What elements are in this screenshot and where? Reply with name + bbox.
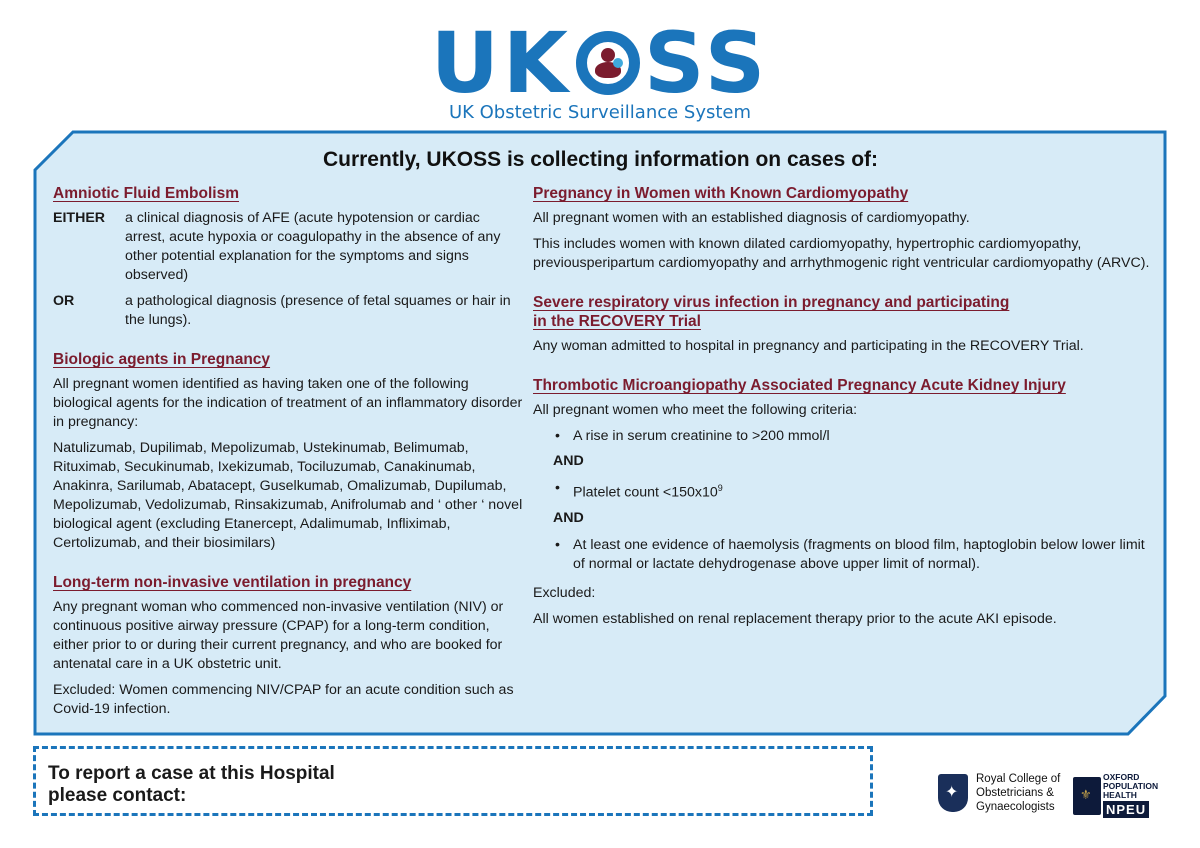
- contact-line1: To report a case at this Hospital: [48, 763, 335, 784]
- and-label: AND: [553, 453, 584, 469]
- rcog-logo: [938, 772, 1060, 814]
- oxford-crest-icon: [1073, 777, 1101, 815]
- rcog-line1: Royal College of: [976, 773, 1061, 785]
- cardio-intro: All pregnant women with an established diagnosis of cardiomyopathy.: [533, 210, 970, 226]
- left-column: [53, 184, 523, 739]
- rcog-text: [976, 772, 1060, 814]
- npeu-top3: HEALTH: [1103, 790, 1137, 800]
- criterion-platelet: [555, 479, 1153, 503]
- tma-heading: Thrombotic Microangiopathy Associated Pregnancy Acute Kidney Injury: [533, 377, 1066, 394]
- recovery-heading-line1: Severe respiratory virus infection in pregnancy and participating: [533, 294, 1010, 311]
- recovery-heading: [533, 293, 1153, 331]
- contact-line2: please contact:: [48, 785, 187, 806]
- tma-excluded-label: Excluded:: [533, 584, 596, 601]
- afe-or-row: [53, 292, 523, 330]
- biologic-section: [53, 350, 523, 553]
- tma-intro: All pregnant women who meet the following criteria:: [533, 402, 858, 418]
- afe-heading: Amniotic Fluid Embolism: [53, 185, 240, 202]
- biologic-agents-list: Natulizumab, Dupilimab, Mepolizumab, Ustekinumab, Belimumab, Rituximab, Secukinumab, Ixekizumab, Tociluzumab, Canakinumab, Anakinra, Sarilumab, Abatacept, Guselkumab, Omalizumab, Dupilumab, Mepolizumab, Vedolizumab, Rinsakizumab, Anifrolumab and ‘ other ‘ novel biological agent (excluding Etanercept, Adalimumab, Infliximab, Certolizumab, and their biosimilars): [53, 440, 523, 551]
- platelet-text: Platelet count <150x10: [573, 484, 718, 501]
- and-label: AND: [553, 509, 584, 526]
- platelet-exponent: 9: [717, 483, 723, 493]
- criterion-haemolysis: • At least one evidence of haemolysis (fragments on blood film, haptoglobin below lower limit of normal or lactate dehydrogenase above upper limit of normal).: [555, 536, 1153, 574]
- cardio-heading: Pregnancy in Women with Known Cardiomyopathy: [533, 185, 909, 202]
- tma-section: [533, 376, 1153, 629]
- ukoss-logo: [0, 14, 1200, 123]
- mother-baby-icon: [576, 31, 640, 95]
- niv-excluded: Excluded: Women commencing NIV/CPAP for an acute condition such as Covid-19 infection.: [53, 682, 514, 717]
- tma-excluded-text: All women established on renal replacement therapy prior to the acute AKI episode.: [533, 610, 1057, 627]
- tma-criteria-1: [533, 427, 1153, 446]
- either-text: a clinical diagnosis of AFE (acute hypotension or cardiac arrest, acute hypoxia or coagulopathy in the absence of any other potential explanation for the symptoms and signs observed): [125, 210, 501, 283]
- niv-heading: Long-term non-invasive ventilation in pregnancy: [53, 574, 412, 591]
- logo-text-left: UK: [430, 14, 573, 112]
- npeu-logo: [1073, 773, 1163, 818]
- npeu-label: NPEU: [1103, 801, 1149, 818]
- niv-description: Any pregnant woman who commenced non-invasive ventilation (NIV) or continuous positive airway pressure (CPAP) for a long-term condition, either prior to or during their current pregnancy, and who are booked for antenatal care in a UK obstetric unit.: [53, 599, 504, 672]
- niv-section: [53, 573, 523, 719]
- recovery-description: Any woman admitted to hospital in pregnancy and participating in the RECOVERY Trial.: [533, 338, 1084, 354]
- cardio-includes: This includes women with known dilated cardiomyopathy, hypertrophic cardiomyopathy, previousperipartum cardiomyopathy and arrhythmogenic right ventricular cardiomyopathy (ARVC).: [533, 236, 1150, 271]
- recovery-section: [533, 293, 1153, 356]
- criterion-creatinine: • A rise in serum creatinine to >200 mmol/l: [555, 427, 1153, 446]
- contact-box: [33, 746, 873, 816]
- recovery-heading-line2: in the RECOVERY Trial: [533, 313, 701, 330]
- biologic-heading: Biologic agents in Pregnancy: [53, 351, 271, 368]
- case-info-panel: [33, 130, 1168, 736]
- contact-text: [48, 763, 388, 807]
- rcog-shield-icon: [938, 774, 968, 812]
- npeu-top2: POPULATION: [1103, 781, 1159, 791]
- logo-wordmark: [430, 14, 770, 112]
- afe-section: [53, 184, 523, 330]
- right-column: [533, 184, 1153, 649]
- rcog-line3: Gynaecologists: [976, 801, 1055, 813]
- either-label: EITHER: [53, 210, 106, 226]
- npeu-heading: [1103, 773, 1163, 800]
- or-label: OR: [53, 293, 75, 309]
- or-text: a pathological diagnosis (presence of fetal squames or hair in the lungs).: [125, 293, 511, 328]
- panel-title: Currently, UKOSS is collecting information on cases of:: [322, 148, 879, 171]
- tma-criteria-2: [533, 479, 1153, 503]
- logo-subtitle: UK Obstetric Surveillance System: [448, 102, 752, 123]
- afe-either-row: [53, 209, 523, 285]
- rcog-line2: Obstetricians &: [976, 787, 1054, 799]
- logo-text-right: SS: [644, 14, 770, 112]
- cardio-section: [533, 184, 1153, 273]
- tma-criteria-3: [533, 536, 1153, 574]
- biologic-intro: All pregnant women identified as having taken one of the following biological agents for the indication of treatment of an inflammatory disorder in pregnancy:: [53, 376, 523, 430]
- npeu-top1: OXFORD: [1103, 772, 1140, 782]
